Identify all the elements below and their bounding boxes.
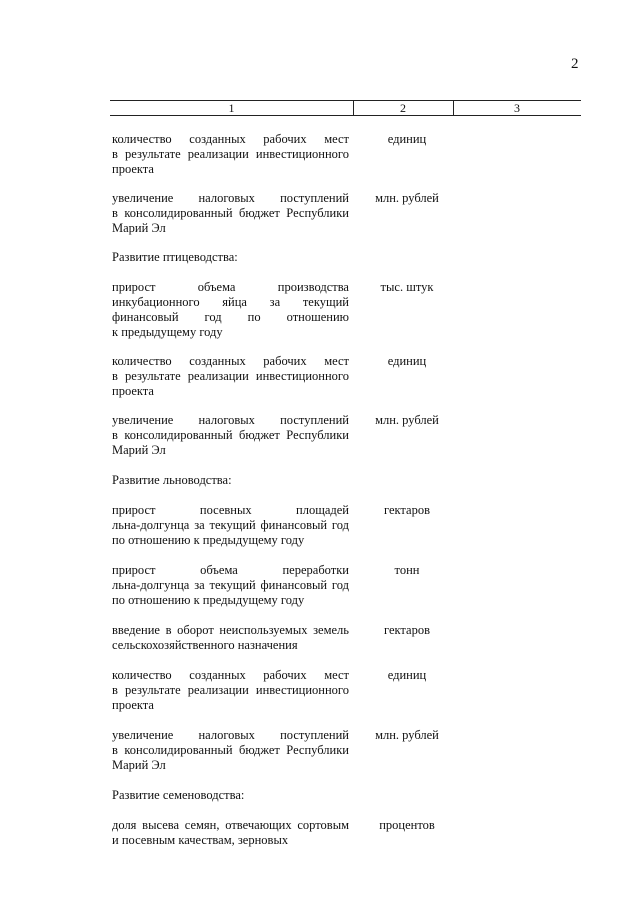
description-line: льна-долгунца за текущий финансовый год [112,578,349,592]
unit-of-measure: единиц [387,132,427,146]
indicator-description [112,818,349,848]
indicator-description [112,413,349,458]
unit-of-measure: тонн [394,563,420,577]
description-line: количество созданных рабочих мест [112,668,349,682]
description-line: инкубационного яйца за текущий [112,295,349,309]
description-line: проекта [112,384,154,398]
description-line: льна-долгунца за текущий финансовый год [112,518,349,532]
header-bottom-rule [110,115,581,116]
description-line: финансовый год по отношению [112,310,349,324]
description-line: в результате реализации инвестиционного [112,683,349,697]
unit-of-measure: млн. рублей [375,728,439,742]
unit-of-measure: процентов [379,818,435,832]
description-line: в консолидированный бюджет Республики [112,206,349,220]
description-line: к предыдущему году [112,325,223,339]
description-line: в результате реализации инвестиционного [112,147,349,161]
table-header [110,100,581,116]
unit-of-measure: гектаров [384,503,430,517]
page-number: 2 [571,56,579,72]
description-line: по отношению к предыдущему году [112,593,305,607]
unit-of-measure: единиц [387,668,427,682]
description-line: и посевным качествам, зерновых [112,833,289,847]
description-line: по отношению к предыдущему году [112,533,305,547]
description-line: увеличение налоговых поступлений [112,728,349,742]
indicator-description [112,354,349,399]
indicator-description [112,563,349,608]
unit-of-measure: тыс. штук [380,280,434,294]
header-col-3: 3 [514,101,520,115]
section-heading: Развитие птицеводства: [112,250,238,264]
section-heading: Развитие семеноводства: [112,788,245,802]
description-line: увеличение налоговых поступлений [112,191,349,205]
description-line: введение в оборот неиспользуемых земель [112,623,349,637]
description-line: количество созданных рабочих мест [112,354,349,368]
indicator-description [112,623,349,653]
description-line: в консолидированный бюджет Республики [112,743,349,757]
description-line: количество созданных рабочих мест [112,132,349,146]
description-line: в консолидированный бюджет Республики [112,428,349,442]
header-col-2: 2 [400,101,406,115]
description-line: сельскохозяйственного назначения [112,638,298,652]
description-line: Марий Эл [112,221,166,235]
section-heading: Развитие льноводства: [112,473,232,487]
header-col-1: 1 [228,101,235,115]
description-line: проекта [112,162,154,176]
indicator-description [112,280,349,340]
indicator-description [112,132,349,177]
description-line: проекта [112,698,154,712]
unit-of-measure: млн. рублей [375,191,439,205]
description-line: в результате реализации инвестиционного [112,369,349,383]
description-line: Марий Эл [112,758,166,772]
indicator-description [112,191,349,236]
description-line: доля высева семян, отвечающих сортовым [112,818,349,832]
description-line: увеличение налоговых поступлений [112,413,349,427]
description-line: прирост посевных площадей [112,503,349,517]
indicator-description [112,728,349,773]
description-line: прирост объема производства [112,280,349,294]
indicator-description [112,668,349,713]
unit-of-measure: млн. рублей [375,413,439,427]
unit-of-measure: единиц [387,354,427,368]
unit-of-measure: гектаров [384,623,430,637]
description-line: Марий Эл [112,443,166,457]
indicator-description [112,503,349,548]
description-line: прирост объема переработки [112,563,349,577]
